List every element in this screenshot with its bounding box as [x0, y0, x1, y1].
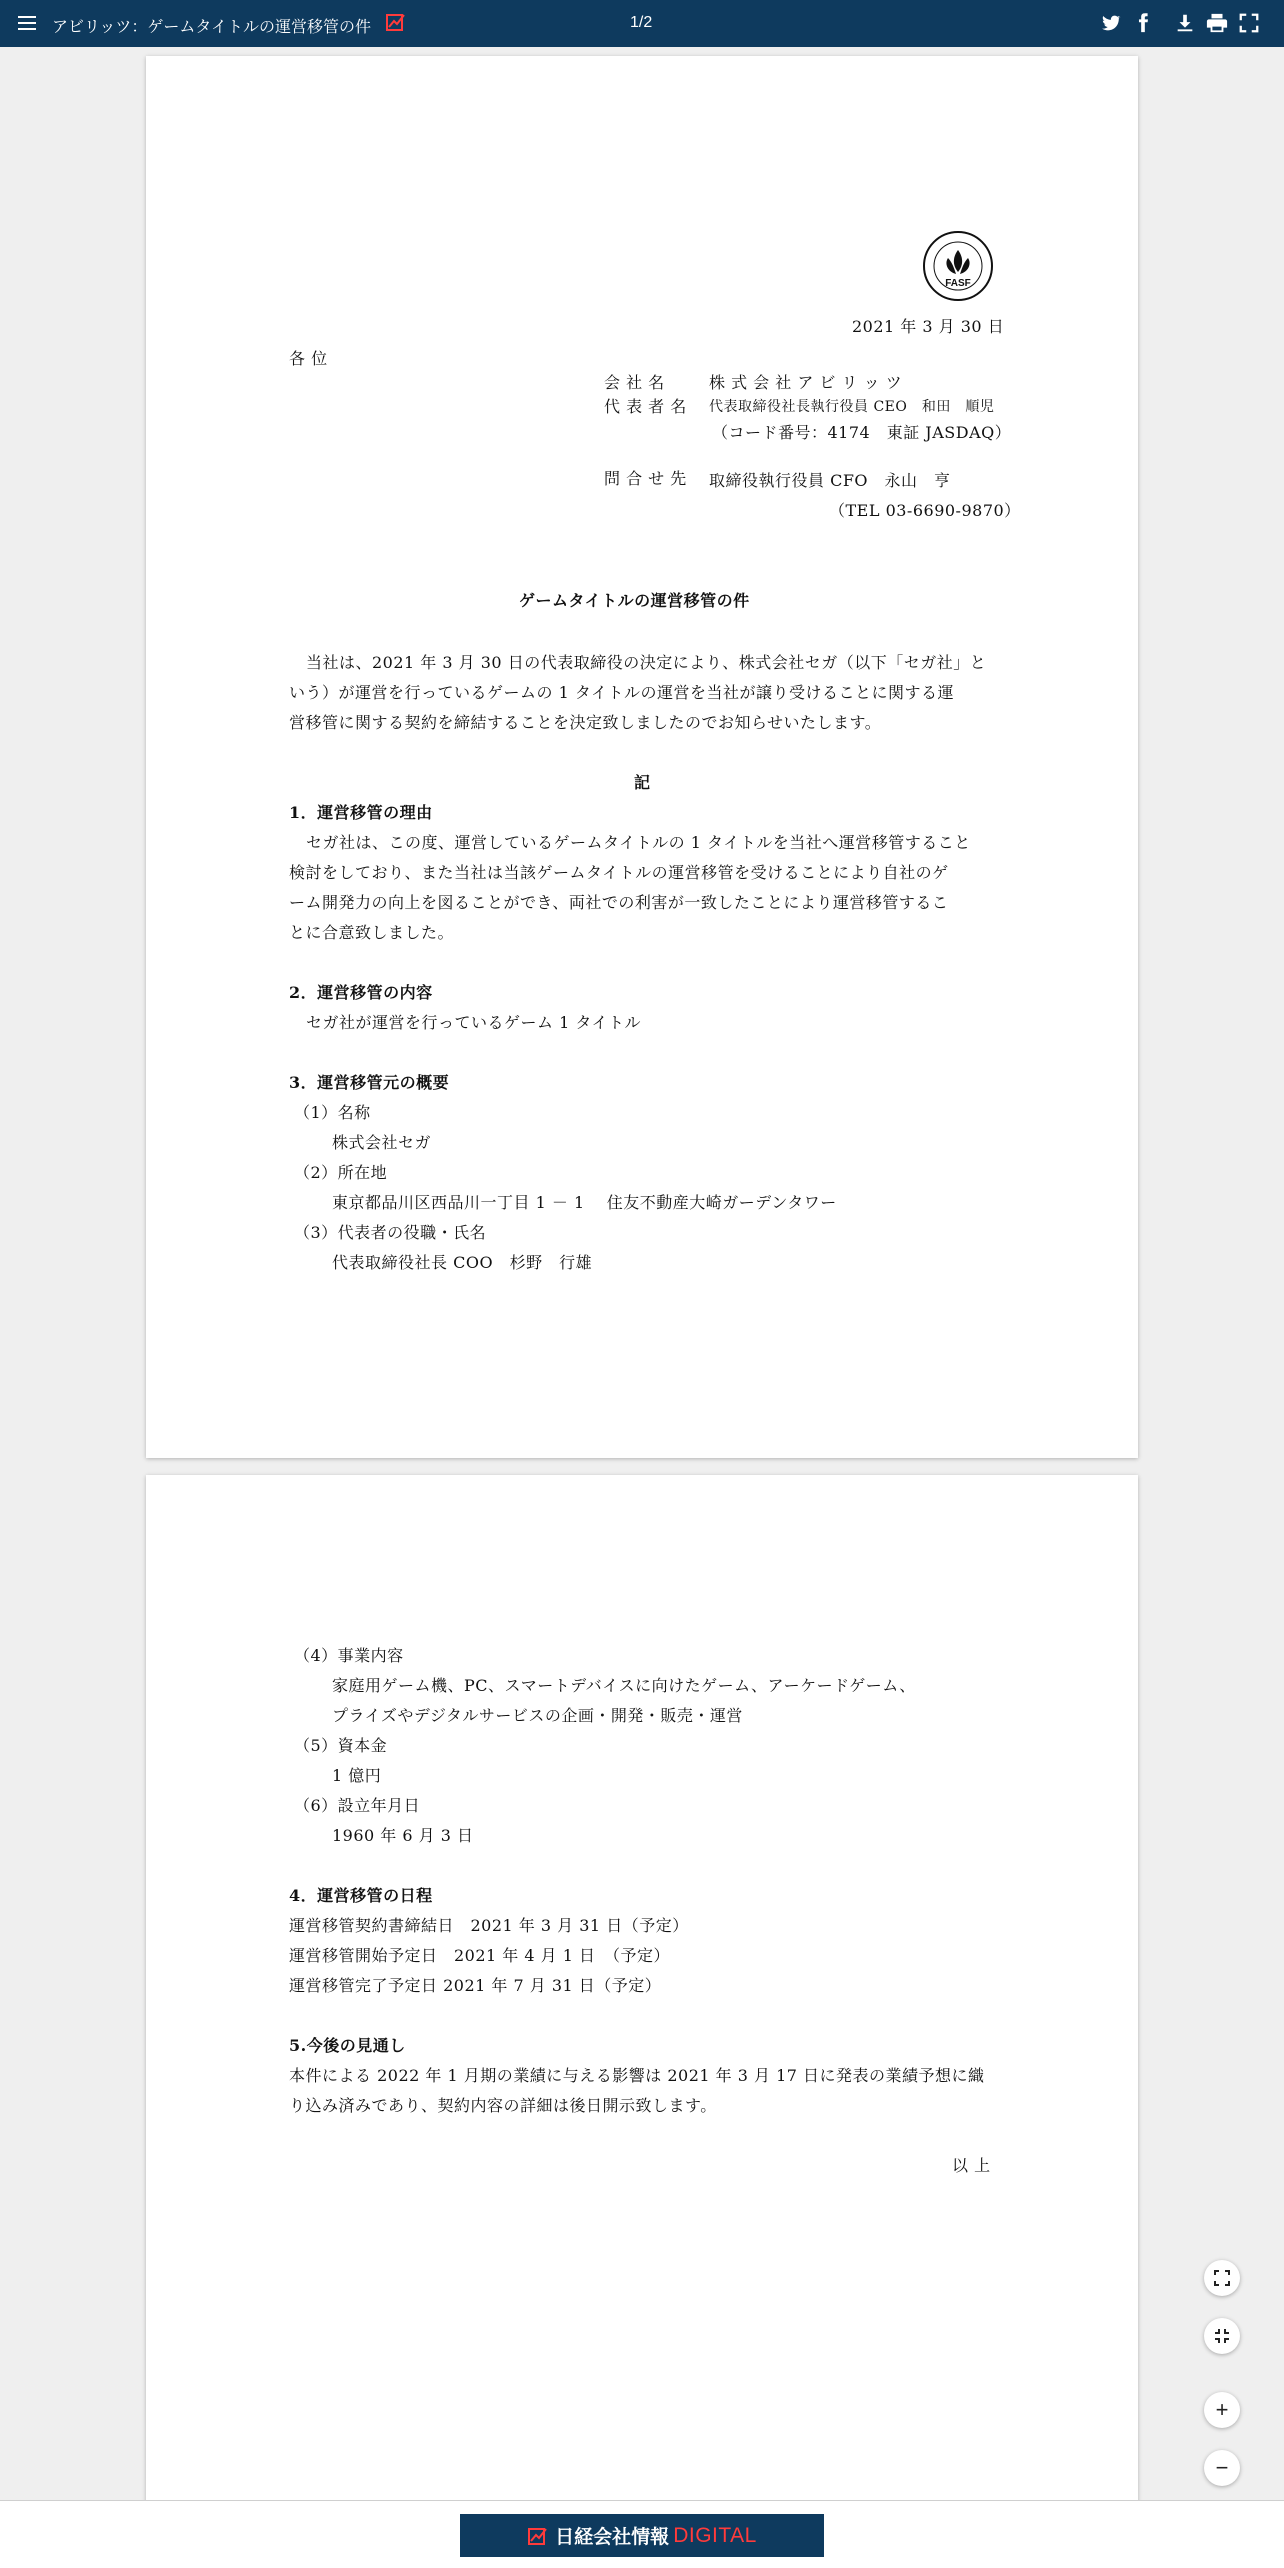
- intro-line: 営移管に関する契約を締結することを決定致しましたのでお知らせいたします。: [289, 713, 882, 732]
- overview-label: （4）事業内容: [294, 1646, 404, 1665]
- section-1-line: とに合意致しました。: [289, 923, 455, 942]
- section-1-line: セガ社は、この度、運営しているゲームタイトルの 1 タイトルを当社へ運営移管すること: [306, 833, 971, 852]
- representative-value: 代表取締役社長執行役員 CEO 和田 順児: [709, 399, 995, 415]
- overview-value: 東京都品川区西品川一丁目 1 － 1 住友不動産大崎ガーデンタワー: [332, 1193, 837, 1212]
- zoom-out-icon: −: [1215, 2455, 1229, 2480]
- fit-page-icon: [1214, 2328, 1230, 2344]
- intro-line: 当社は、2021 年 3 月 30 日の代表取締役の決定により、株式会社セガ（以下「セガ社」と: [306, 653, 987, 672]
- overview-label: （2）所在地: [294, 1163, 388, 1182]
- fasf-seal: [922, 230, 994, 302]
- stock-code: （コード番号：4174 東証 JASDAQ）: [712, 423, 1012, 442]
- nikkei-logo-icon: [527, 2525, 549, 2547]
- addressee: 各 位: [289, 349, 328, 368]
- section-1-line: 検討をしており、また当社は当該ゲームタイトルの運営移管を受けることにより自社のゲ: [289, 863, 949, 882]
- brand-name: 日経会社情報: [555, 2527, 670, 2548]
- section-1-heading: 1．運営移管の理由: [289, 803, 433, 822]
- document-page-1: [146, 56, 1138, 1458]
- representative-label: 代 表 者 名: [604, 397, 687, 416]
- facebook-icon[interactable]: [1132, 12, 1154, 34]
- intro-line: いう）が運営を行っているゲームの 1 タイトルの運営を当社が譲り受けることに関する運: [289, 683, 955, 702]
- section-2-heading: 2．運営移管の内容: [289, 983, 433, 1002]
- closing-mark: 以 上: [952, 2156, 991, 2175]
- document-page-2: [146, 1475, 1138, 2568]
- overview-value: 1960 年 6 月 3 日: [332, 1826, 474, 1845]
- fit-page-button[interactable]: [1204, 2318, 1240, 2354]
- section-4-heading: 4．運営移管の日程: [289, 1886, 433, 1905]
- section-5-line: り込み済みであり、契約内容の詳細は後日開示致します。: [289, 2096, 717, 2115]
- overview-value: 株式会社セガ: [332, 1133, 432, 1152]
- twitter-icon[interactable]: [1100, 12, 1122, 34]
- schedule-row: 運営移管開始予定日 2021 年 4 月 1 日 （予定）: [289, 1946, 671, 1965]
- section-3-heading: 3．運営移管元の概要: [289, 1073, 450, 1092]
- section-5-line: 本件による 2022 年 1 月期の業績に与える影響は 2021 年 3 月 17 日に発表の業績予想に織: [289, 2066, 985, 2085]
- section-5-heading: 5.今後の見通し: [289, 2036, 406, 2055]
- fullscreen-icon[interactable]: [1238, 12, 1260, 34]
- page-indicator: 1/2: [630, 14, 653, 31]
- overview-label: （1）名称: [294, 1103, 371, 1122]
- fit-width-button[interactable]: [1204, 2260, 1240, 2296]
- schedule-row: 運営移管契約書締結日 2021 年 3 月 31 日（予定）: [289, 1916, 689, 1935]
- document-date: 2021 年 3 月 30 日: [852, 317, 1005, 336]
- contact-label: 問 合 せ 先: [604, 469, 687, 488]
- top-toolbar: [0, 0, 1284, 47]
- zoom-in-button[interactable]: [1204, 2392, 1240, 2428]
- overview-value: 家庭用ゲーム機、PC、スマートデバイスに向けたゲーム、アーケードゲーム、: [332, 1676, 916, 1695]
- overview-label: （3）代表者の役職・氏名: [294, 1223, 487, 1242]
- contact-value: 取締役執行役員 CFO 永山 亨: [709, 471, 951, 490]
- company-label: 会 社 名: [604, 373, 665, 392]
- overview-value: 代表取締役社長 COO 杉野 行雄: [332, 1253, 593, 1272]
- contact-tel: （TEL 03-6690-9870）: [829, 501, 1021, 520]
- overview-label: （5）資本金: [294, 1736, 388, 1755]
- schedule-row: 運営移管完了予定日 2021 年 7 月 31 日（予定）: [289, 1976, 662, 1995]
- document-title: アビリッツ：ゲームタイトルの運営移管の件: [52, 19, 372, 36]
- nikkei-digital-banner[interactable]: [460, 2514, 824, 2557]
- section-2-body: セガ社が運営を行っているゲーム 1 タイトル: [306, 1013, 642, 1032]
- svg-text:FASF: FASF: [945, 278, 971, 289]
- zoom-out-button[interactable]: [1204, 2450, 1240, 2486]
- fit-width-icon: [1214, 2270, 1230, 2286]
- overview-value: プライズやデジタルサービスの企画・開発・販売・運営: [332, 1706, 743, 1725]
- zoom-in-icon: +: [1215, 2397, 1229, 2422]
- ki-marker: 記: [634, 773, 651, 792]
- nikkei-logo-icon: [385, 11, 407, 33]
- bottom-bar: [0, 2500, 1284, 2568]
- overview-label: （6）設立年月日: [294, 1796, 421, 1815]
- brand-digital: DIGITAL: [673, 2523, 757, 2547]
- overview-value: 1 億円: [332, 1766, 382, 1785]
- section-1-line: ーム開発力の向上を図ることができ、両社での利害が一致したことにより運営移管するこ: [289, 893, 949, 912]
- menu-icon[interactable]: [18, 16, 36, 30]
- document-heading: ゲームタイトルの運営移管の件: [519, 591, 750, 610]
- print-icon[interactable]: [1206, 12, 1228, 34]
- download-icon[interactable]: [1174, 12, 1196, 34]
- company-value: 株 式 会 社 ア ビ リ ッ ツ: [709, 373, 903, 392]
